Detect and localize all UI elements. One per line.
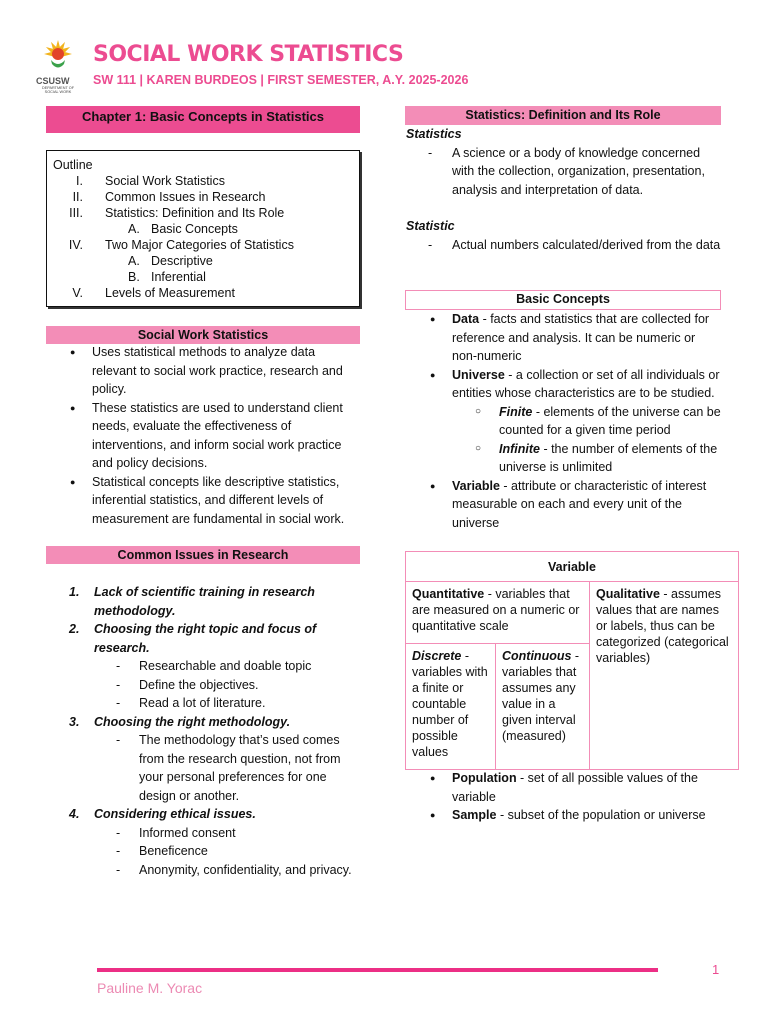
footer-divider <box>97 968 658 972</box>
logo-text: CSUSW <box>36 76 70 86</box>
sw-stats-list <box>46 343 360 528</box>
statistic-term: Statistic <box>406 219 455 233</box>
list-subitem: ○ Infinite - the number of elements of the universe is unlimited <box>406 440 722 477</box>
list-item: ● Variable - attribute or characteristic of interest measurable on each and every unit of the universe <box>406 477 722 533</box>
list-subitem: - Define the objectives. <box>46 676 360 695</box>
outline-item: II. Common Issues in Research <box>72 190 266 204</box>
outline-box <box>46 150 360 307</box>
definition-heading: Statistics: Definition and Its Role <box>405 106 721 125</box>
footer-author: Pauline M. Yorac <box>97 980 203 996</box>
list-item: 1. Lack of scientific training in research methodology. <box>69 585 315 618</box>
basic-concepts-list-2 <box>406 769 722 825</box>
list-item: ● Uses statistical methods to analyze data relevant to social work practice, research and policy. <box>46 343 360 399</box>
definition-section <box>406 125 722 254</box>
outline-item: IV. Two Major Categories of Statistics <box>68 238 294 252</box>
document-subtitle: SW 111 | KAREN BURDEOS | FIRST SEMESTER, A.Y. 2025-2026 <box>93 73 469 87</box>
table-cell-continuous: Continuous - variables that assumes any value in a given interval (measured) <box>495 643 590 770</box>
statistics-definition: - A science or a body of knowledge concerned with the collection, organization, presentation, analysis and interpretation of data. <box>406 144 722 200</box>
list-subitem: - Researchable and doable topic <box>46 657 360 676</box>
list-item: 2. Choosing the right topic and focus of research. <box>69 622 317 655</box>
list-item: ● These statistics are used to understand client needs, evaluate the effectiveness of interventions, and inform social work practice and policy decisions. <box>46 399 360 473</box>
issues-list <box>46 583 360 879</box>
list-item: 3. Choosing the right methodology. <box>69 714 291 729</box>
page-number: 1 <box>712 962 720 977</box>
variable-table <box>405 551 739 770</box>
list-item: ● Statistical concepts like descriptive statistics, inferential statistics, and different levels of measurement are fundamental in social work. <box>46 473 360 529</box>
sw-stats-heading: Social Work Statistics <box>46 326 360 344</box>
list-subitem: - Beneficence <box>46 842 360 861</box>
table-cell-quantitative: Quantitative - variables that are measured on a numeric or quantitative scale <box>405 581 590 644</box>
list-subitem: - Informed consent <box>46 824 360 843</box>
statistic-definition: - Actual numbers calculated/derived from the data <box>406 236 722 255</box>
list-subitem: ○ Finite - elements of the universe can be counted for a given time period <box>406 403 722 440</box>
outline-subitem: A. Basic Concepts <box>128 222 238 236</box>
issues-heading: Common Issues in Research <box>46 546 360 564</box>
list-subitem: - Read a lot of literature. <box>46 694 360 713</box>
table-title: Variable <box>405 551 739 582</box>
list-item: ● Sample - subset of the population or universe <box>406 806 722 825</box>
document-title: SOCIAL WORK STATISTICS <box>93 42 404 67</box>
list-subitem: - The methodology that’s used comes from the research question, not from your personal preferences for one design or another. <box>46 731 360 805</box>
outline-item: III. Statistics: Definition and Its Role <box>69 206 285 220</box>
list-subitem: - Anonymity, confidentiality, and privacy. <box>46 861 360 880</box>
list-item: 4. Considering ethical issues. <box>69 807 256 821</box>
list-item: ● Population - set of all possible values of the variable <box>406 769 722 806</box>
outline-subitem: B. Inferential <box>128 270 206 284</box>
list-item: ● Universe - a collection or set of all individuals or entities whose characteristics are to be studied. <box>406 366 722 403</box>
logo-caption: DEPARTMENT OF SOCIAL WORK <box>41 86 75 94</box>
basic-concepts-section <box>406 310 722 532</box>
outline-subitem: A. Descriptive <box>128 254 213 268</box>
outline-item: I. Social Work Statistics <box>76 174 225 188</box>
outline-item: V. Levels of Measurement <box>72 286 235 300</box>
table-cell-discrete: Discrete - variables with a finite or countable number of possible values <box>405 643 496 770</box>
statistics-term: Statistics <box>406 127 462 141</box>
department-logo <box>34 36 86 96</box>
list-item: ● Data - facts and statistics that are collected for reference and analysis. It can be numeric or non-numeric <box>406 310 722 366</box>
outline-label: Outline <box>53 158 93 172</box>
chapter-heading: Chapter 1: Basic Concepts in Statistics <box>46 106 360 133</box>
basic-concepts-heading: Basic Concepts <box>405 290 721 310</box>
table-cell-qualitative: Qualitative - assumes values that are names or labels, thus can be categorized (categorical variables) <box>589 581 739 770</box>
